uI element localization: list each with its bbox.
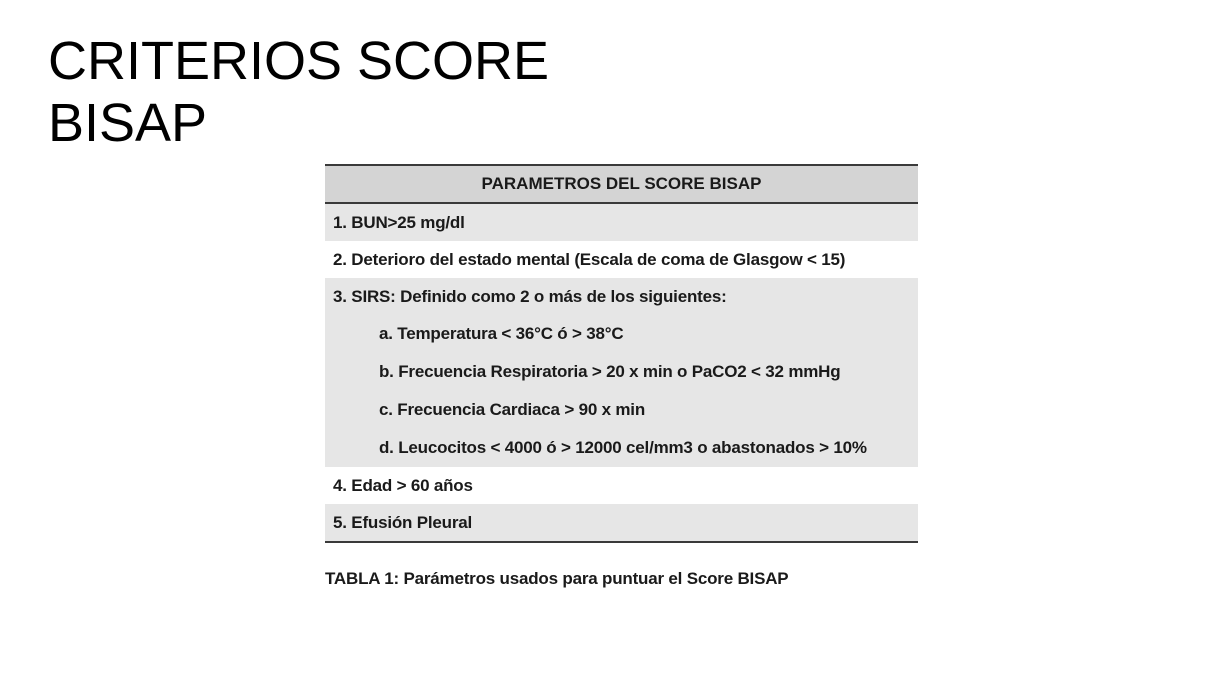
table-row [325,315,918,353]
slide-title [48,30,648,154]
table-row [325,391,918,429]
table-cell-sirs: 3. SIRS: Definido como 2 o más de los siguientes: [325,278,918,315]
table-header-row [325,165,918,203]
table-row [325,203,918,241]
table-row [325,241,918,278]
table-cell-heart-rate: c. Frecuencia Cardiaca > 90 x min [325,391,918,429]
slide-title-line-1: CRITERIOS SCORE [48,31,550,91]
table-cell-age: 4. Edad > 60 años [325,467,918,504]
table-cell-bun: 1. BUN>25 mg/dl [325,203,918,241]
table-row [325,467,918,504]
bisap-parameters-table [325,164,918,543]
table-cell-temperature: a. Temperatura < 36°C ó > 38°C [325,315,918,353]
table-header: PARAMETROS DEL SCORE BISAP [325,165,918,203]
table-row [325,278,918,315]
slide-title-line-2: BISAP [48,93,208,153]
table-figure [325,164,918,589]
table-cell-pleural-effusion: 5. Efusión Pleural [325,504,918,542]
table-caption: TABLA 1: Parámetros usados para puntuar el Score BISAP [325,569,789,588]
table-cell-leukocytes: d. Leucocitos < 4000 ó > 12000 cel/mm3 o abastonados > 10% [325,429,918,467]
table-row [325,429,918,467]
table-row [325,353,918,391]
table-cell-respiratory-rate: b. Frecuencia Respiratoria > 20 x min o PaCO2 < 32 mmHg [325,353,918,391]
table-row [325,504,918,542]
table-cell-mental-status: 2. Deterioro del estado mental (Escala de coma de Glasgow < 15) [325,241,918,278]
